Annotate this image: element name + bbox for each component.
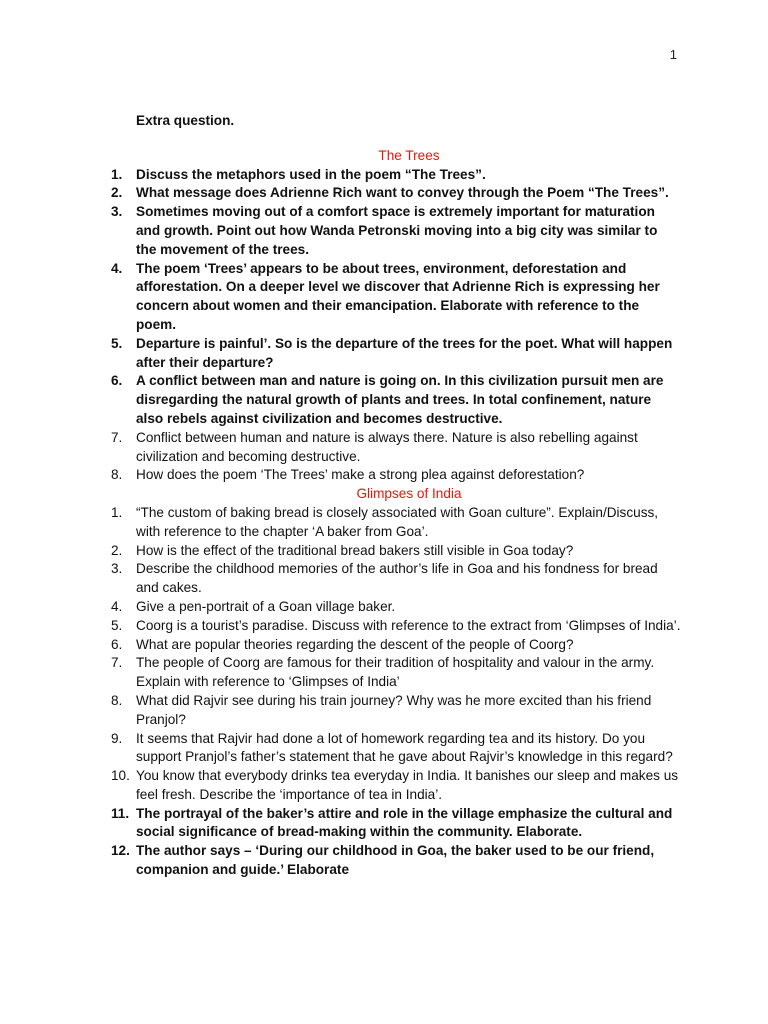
question-item [111,654,681,692]
question-item [111,504,681,542]
question-item [111,466,681,485]
question-number: 6. [111,636,123,652]
question-number: 2. [111,542,123,558]
section-title: The Trees [378,147,440,163]
question-text: The portrayal of the baker’s attire and role in the village emphasize the cultural and social significance of bread-making within the community. Elaborate. [136,805,673,840]
question-item [111,692,681,730]
question-text: The people of Coorg are famous for their tradition of hospitality and valour in the army. Explain with reference to ‘Glimpses of India’ [136,655,655,690]
question-sections [111,147,681,880]
question-list [111,166,681,486]
question-item [111,560,681,598]
document-body [111,112,681,880]
question-number: 8. [111,692,123,708]
section-title: Glimpses of India [356,486,462,502]
question-number: 2. [111,185,123,201]
question-text: What message does Adrienne Rich want to convey through the Poem “The Trees”. [136,185,669,201]
question-item [111,730,681,768]
question-text: Sometimes moving out of a comfort space is extremely important for maturation and growth. Point out how Wanda Petronski moving into a big city was similar to the movement of the trees. [136,204,658,257]
question-item [111,636,681,655]
question-item [111,184,681,203]
question-text: The poem ‘Trees’ appears to be about trees, environment, deforestation and afforestation. On a deeper level we discover that Adrienne Rich is expressing her concern about women and their emancipation. Elaborate with reference to the poem. [136,260,660,332]
question-text: Departure is painful’. So is the departure of the trees for the poet. What will happen after their departure? [136,335,673,370]
question-number: 7. [111,429,123,445]
question-number: 6. [111,373,123,389]
question-item [111,598,681,617]
question-text: What are popular theories regarding the descent of the people of Coorg? [136,636,574,652]
question-number: 5. [111,617,123,633]
question-list [111,504,681,880]
question-text: What did Rajvir see during his train journey? Why was he more excited than his friend Pranjol? [136,692,652,727]
question-text: How is the effect of the traditional bread bakers still visible in Goa today? [136,542,574,558]
question-number: 12. [111,843,130,859]
question-number: 1. [111,504,123,520]
question-item [111,542,681,561]
question-number: 3. [111,561,123,577]
question-item [111,260,681,335]
question-number: 4. [111,260,123,276]
question-number: 5. [111,335,123,351]
question-number: 9. [111,730,123,746]
question-text: It seems that Rajvir had done a lot of homework regarding tea and its history. Do you support Pranjol’s father’s statement that he gave about Rajvir’s knowledge in this regard? [136,730,673,765]
question-item [111,335,681,373]
question-text: How does the poem ‘The Trees’ make a strong plea against deforestation? [136,467,585,483]
question-item [111,203,681,259]
question-text: Describe the childhood memories of the author’s life in Goa and his fondness for bread and cakes. [136,561,658,596]
question-text: Coorg is a tourist’s paradise. Discuss with reference to the extract from ‘Glimpses of India’. [136,617,681,633]
question-item [111,767,681,805]
question-item [111,842,681,880]
question-item [111,805,681,843]
question-text: Discuss the metaphors used in the poem “The Trees”. [136,166,486,182]
question-text: “The custom of baking bread is closely associated with Goan culture”. Explain/Discuss, with reference to the chapter ‘A baker from Goa’. [136,504,659,539]
question-number: 7. [111,655,123,671]
question-number: 1. [111,166,123,182]
document-heading: Extra question. [136,113,235,128]
question-number: 11. [111,805,130,821]
question-item [111,166,681,185]
question-item [111,372,681,428]
question-number: 10. [111,768,130,784]
question-text: Conflict between human and nature is always there. Nature is also rebelling against civilization and becoming destructive. [136,429,638,464]
question-item [111,617,681,636]
question-text: You know that everybody drinks tea everyday in India. It banishes our sleep and makes us feel fresh. Describe the ‘importance of tea in India’. [136,768,679,802]
question-text: The author says – ‘During our childhood in Goa, the baker used to be our friend, companion and guide.’ Elaborate [136,843,655,878]
page-number: 1 [669,47,677,62]
question-item [111,429,681,467]
question-text: A conflict between man and nature is going on. In this civilization pursuit men are disregarding the natural growth of plants and trees. In total confinement, nature also rebels against civilization and becomes destructive. [136,373,664,426]
question-text: Give a pen-portrait of a Goan village baker. [136,598,396,614]
question-number: 3. [111,204,123,220]
question-number: 8. [111,467,123,483]
question-number: 4. [111,598,123,614]
